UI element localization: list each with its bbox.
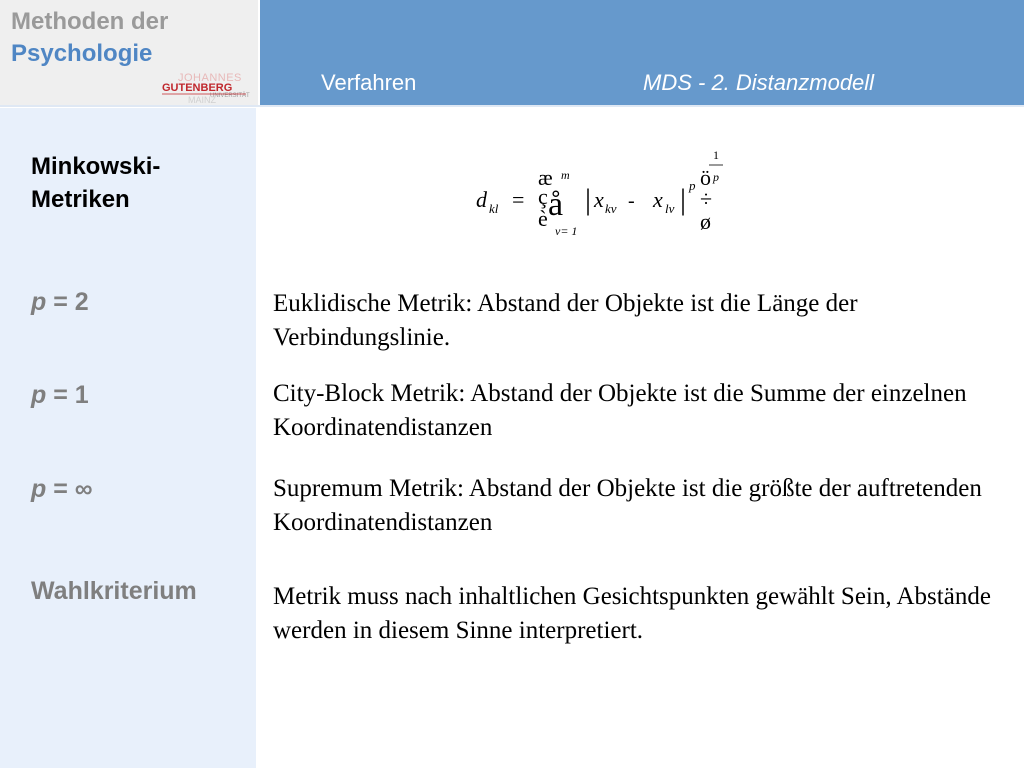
minkowski-formula (470, 145, 740, 245)
formula-abs-close: | (680, 183, 687, 216)
label-wahlkriterium: Wahlkriterium (31, 577, 197, 605)
formula-x2-subscript: lv (665, 201, 675, 216)
label-p-equals-1 (31, 381, 89, 410)
formula-x1: x (594, 187, 604, 212)
p-variable: p (31, 288, 47, 316)
formula-sum-symbol: å (548, 186, 564, 223)
description-selection-criterion: Metrik muss nach inhaltlichen Gesichtspunkten gewählt Sein, Abstände werden in diesem Sinne interpretiert. (273, 583, 991, 644)
formula-outer-exp-numerator: 1 (713, 148, 719, 162)
logo-text-universitaet: UNIVERSITÄT (210, 93, 250, 99)
description-supremum: Supremum Metrik: Abstand der Objekte ist die größte der auftretenden Koordinatendistanzen (273, 475, 982, 536)
formula-close-bottom: ø (700, 209, 711, 234)
header-topic-title: MDS - 2. Distanzmodell (643, 70, 875, 95)
header-section-title: Verfahren (321, 70, 417, 95)
formula-minus: - (628, 190, 635, 212)
header-divider (0, 105, 1024, 107)
course-title-line1: Methoden der (11, 8, 169, 35)
section-heading: Minkowski-Metriken (31, 153, 161, 213)
logo-text-gutenberg: GUTENBERG (162, 82, 233, 94)
formula-sum-upper: m (561, 168, 570, 182)
logo-text-johannes: JOHANNES (178, 72, 242, 84)
formula-abs-open: | (585, 183, 592, 216)
label-p-equals-infinity (31, 475, 93, 504)
formula-d: d (476, 187, 487, 212)
formula-x1-subscript: kv (605, 201, 617, 216)
formula-d-subscript: kl (489, 201, 499, 216)
label-value: = 1 (46, 381, 89, 409)
formula-equals: = (512, 187, 525, 212)
formula-paren-bottom: è (538, 206, 548, 231)
university-logo (160, 70, 250, 104)
formula-x2: x (653, 187, 663, 212)
label-value: = ∞ (46, 475, 93, 503)
logo-block (0, 0, 258, 107)
course-title-line2: Psychologie (11, 40, 153, 67)
p-variable: p (31, 381, 47, 409)
formula-paren-mid: ç (538, 184, 548, 209)
formula-sum-lower: v= 1 (555, 224, 578, 238)
logo-text-mainz: MAINZ (188, 95, 216, 104)
formula-close-mid: ÷ (700, 186, 713, 211)
description-euclidean: Euklidische Metrik: Abstand der Objekte ist die Länge der Verbindungslinie. (273, 290, 858, 351)
p-variable: p (31, 475, 47, 503)
formula-paren-top: æ (538, 165, 553, 190)
formula-close-top: ö (700, 165, 711, 190)
formula-outer-exp-denominator: p (713, 170, 719, 184)
description-city-block: City-Block Metrik: Abstand der Objekte ist die Summe der einzelnen Koordinatendistanzen (273, 380, 967, 441)
formula-exponent-p: p (689, 178, 696, 193)
label-p-equals-2 (31, 288, 89, 317)
label-value: = 2 (46, 288, 89, 316)
